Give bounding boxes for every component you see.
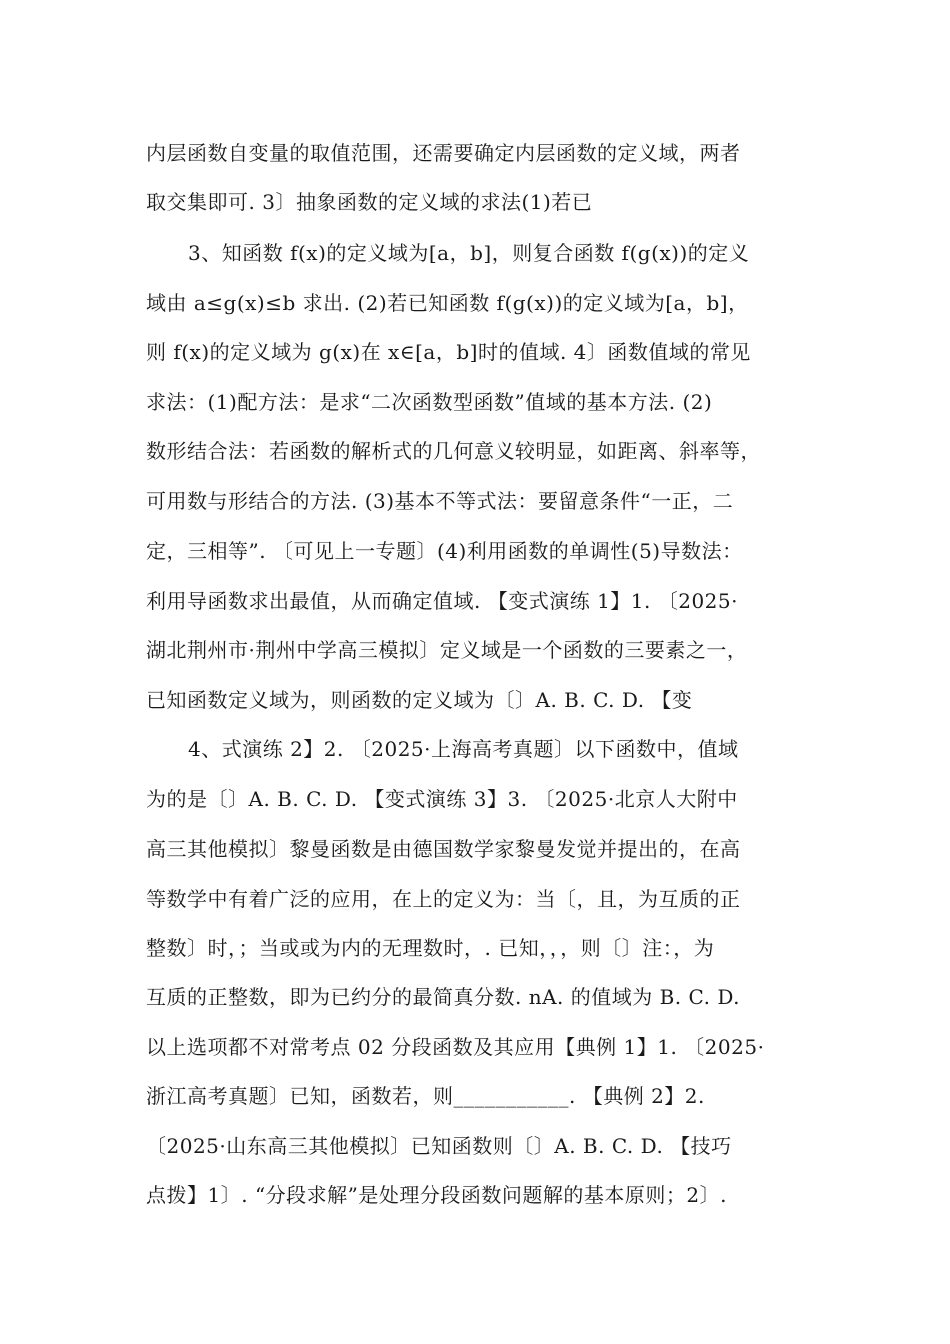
text-line: 高三其他模拟〕黎曼函数是由德国数学家黎曼发觉并提出的，在高 <box>146 837 741 861</box>
text-line: 湖北荆州市·荆州中学高三模拟〕定义域是一个函数的三要素之一， <box>146 638 748 662</box>
text-line: 4、式演练 2】2. 〔2025·上海高考真题〕以下函数中，值域 <box>188 737 739 761</box>
text-line: 求法：(1)配方法：是求“二次函数型函数”值域的基本方法. (2) <box>146 390 713 414</box>
text-line: 已知函数定义域为，则函数的定义域为〔〕A. B. C. D. 【变 <box>146 688 693 712</box>
text-line: 域由 a≤g(x)≤b 求出. (2)若已知函数 f(g(x))的定义域为[a，b]， <box>146 291 749 315</box>
text-line: 点拨】1〕. “分段求解”是处理分段函数问题解的基本原则；2〕. <box>146 1183 727 1207</box>
text-line: 利用导函数求出最值，从而确定值域. 【变式演练 1】1. 〔2025· <box>146 589 738 613</box>
text-line: 则 f(x)的定义域为 g(x)在 x∈[a，b]时的值域. 4〕函数值域的常见 <box>146 340 751 364</box>
text-line: 〔2025·山东高三其他模拟〕已知函数则〔〕A. B. C. D. 【技巧 <box>146 1134 732 1158</box>
text-line: 互质的正整数，即为已约分的最简真分数. nA. 的值域为 B. C. D. <box>146 985 741 1009</box>
text-line: 取交集即可. 3〕抽象函数的定义域的求法(1)若已 <box>146 190 593 214</box>
text-line: 整数〕时，；当或或为内的无理数时，. 已知，，，则〔〕注：，为 <box>146 936 715 960</box>
text-line: 以上选项都不对常考点 02 分段函数及其应用【典例 1】1. 〔2025· <box>146 1035 765 1059</box>
text-line: 数形结合法：若函数的解析式的几何意义较明显，如距离、斜率等， <box>146 439 761 463</box>
text-line: 浙江高考真题〕已知，函数若，则___________. 【典例 2】2. <box>146 1084 705 1108</box>
text-line: 为的是〔〕A. B. C. D. 【变式演练 3】3. 〔2025·北京人大附中 <box>146 787 738 811</box>
text-line: 内层函数自变量的取值范围，还需要确定内层函数的定义域，两者 <box>146 141 741 165</box>
text-line: 可用数与形结合的方法. (3)基本不等式法：要留意条件“一正，二 <box>146 489 734 513</box>
text-line: 定，三相等”. 〔可见上一专题〕(4)利用函数的单调性(5)导数法： <box>146 539 743 563</box>
text-line: 3、知函数 f(x)的定义域为[a，b]，则复合函数 f(g(x))的定义 <box>188 241 750 265</box>
text-line: 等数学中有着广泛的应用，在上的定义为：当〔，且，为互质的正 <box>146 887 741 911</box>
